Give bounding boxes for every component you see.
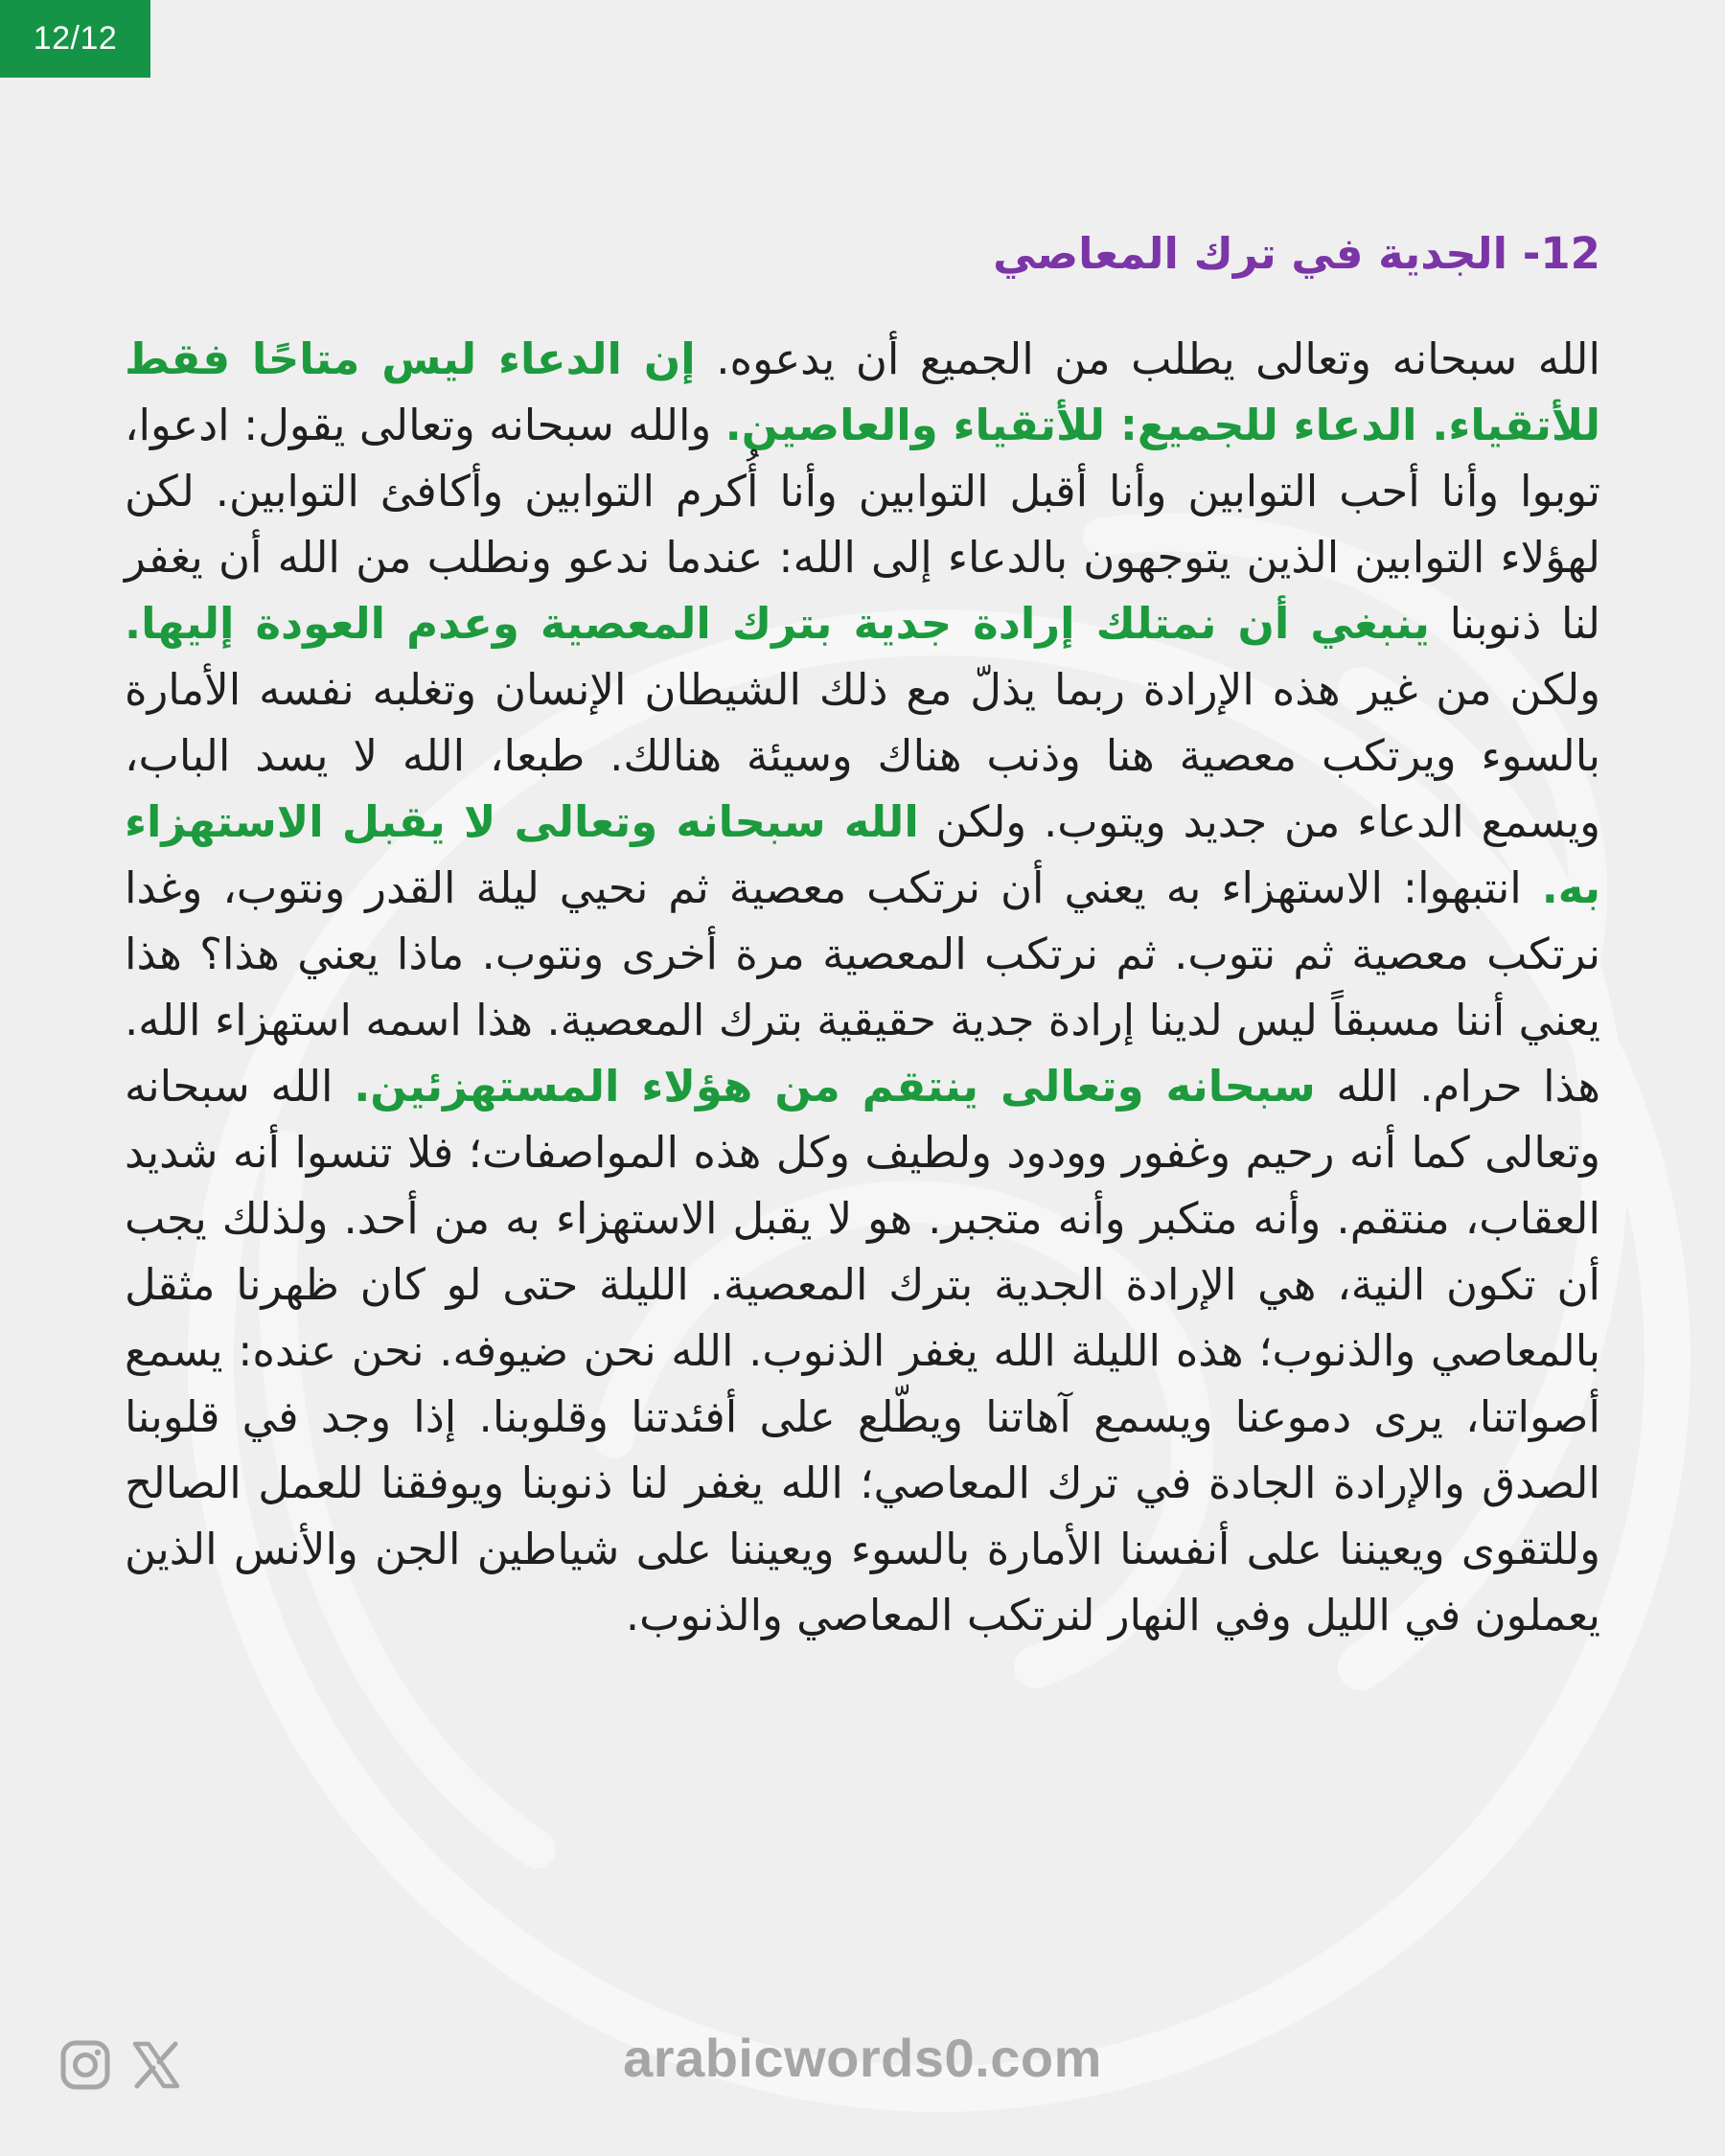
article-body	[125, 326, 1600, 1648]
highlighted-text: ينبغي أن نمتلك إرادة جدية بترك المعصية وعدم العودة إليها.	[125, 598, 1430, 649]
highlighted-text: الله سبحانه وتعالى لا يقبل الاستهزاء به.	[125, 796, 1600, 913]
text-segment: ولكن من غير هذه الإرادة ربما يذلّ مع ذلك الشيطان الإنسان وتغلبه نفسه الأمارة بالسوء ويرتكب معصية هنا وذنب هناك وسيئة هنالك. طبعا، الله لا يسد الباب، ويسمع الدعاء من جديد ويتوب. ولكن	[125, 664, 1600, 847]
page-indicator: 12/12	[0, 0, 150, 78]
website-url[interactable]: arabicwords0.com	[623, 2028, 1102, 2088]
text-segment: الله سبحانه وتعالى كما أنه رحيم وغفور وودود ولطيف وكل هذه المواصفات؛ فلا تنسوا أنه شديد العقاب، منتقم. وأنه متكبر وأنه متجبر. هو لا يقبل الاستهزاء به من أحد. ولذلك يجب أن تكون النية، هي الإرادة الجدية بترك المعصية. الليلة حتى لو كان ظهرنا مثقل بالمعاصي والذنوب؛ هذه الليلة الله يغفر الذنوب. الله نحن ضيوفه. نحن عنده: يسمع أصواتنا، يرى دموعنا ويسمع آهاتنا ويطّلع على أفئدتنا وقلوبنا. إذا وجد في قلوبنا الصدق والإرادة الجادة في ترك المعاصي؛ الله يغفر لنا ذنوبنا ويوفقنا للعمل الصالح وللتقوى ويعيننا على أنفسنا الأمارة بالسوء ويعيننا على شياطين الجن والأنس الذين يعملون في الليل وفي النهار لنرتكب المعاصي والذنوب.	[125, 1061, 1600, 1640]
text-segment: والله سبحانه وتعالى يقول: ادعوا، توبوا وأنا أحب التوابين وأنا أقبل التوابين وأنا أُكرم التوابين وأكافئ التوابين. لكن لهؤلاء التوابين الذين يتوجهون بالدعاء إلى الله: عندما ندعو ونطلب من الله أن يغفر لنا ذنوبنا	[125, 400, 1601, 649]
text-segment: انتبهوا: الاستهزاء به يعني أن نرتكب معصية ثم نحيي ليلة القدر ونتوب، وغدا نرتكب معصية ثم نتوب. ثم نرتكب المعصية مرة أخرى ونتوب. ماذا يعني هذا؟ هذا يعني أننا مسبقاً ليس لدينا إرادة جدية حقيقية بترك المعصية. هذا اسمه استهزاء الله. هذا حرام. الله	[125, 862, 1600, 1112]
highlighted-text: سبحانه وتعالى ينتقم من هؤلاء المستهزئين.	[354, 1061, 1316, 1112]
section-title: 12- الجدية في ترك المعاصي	[993, 228, 1600, 279]
article	[125, 220, 1600, 1648]
highlighted-text: إن الدعاء ليس متاحًا فقط للأتقياء. الدعاء للجميع: للأتقياء والعاصين.	[125, 333, 1601, 450]
text-segment: الله سبحانه وتعالى يطلب من الجميع أن يدعوه.	[695, 333, 1600, 384]
